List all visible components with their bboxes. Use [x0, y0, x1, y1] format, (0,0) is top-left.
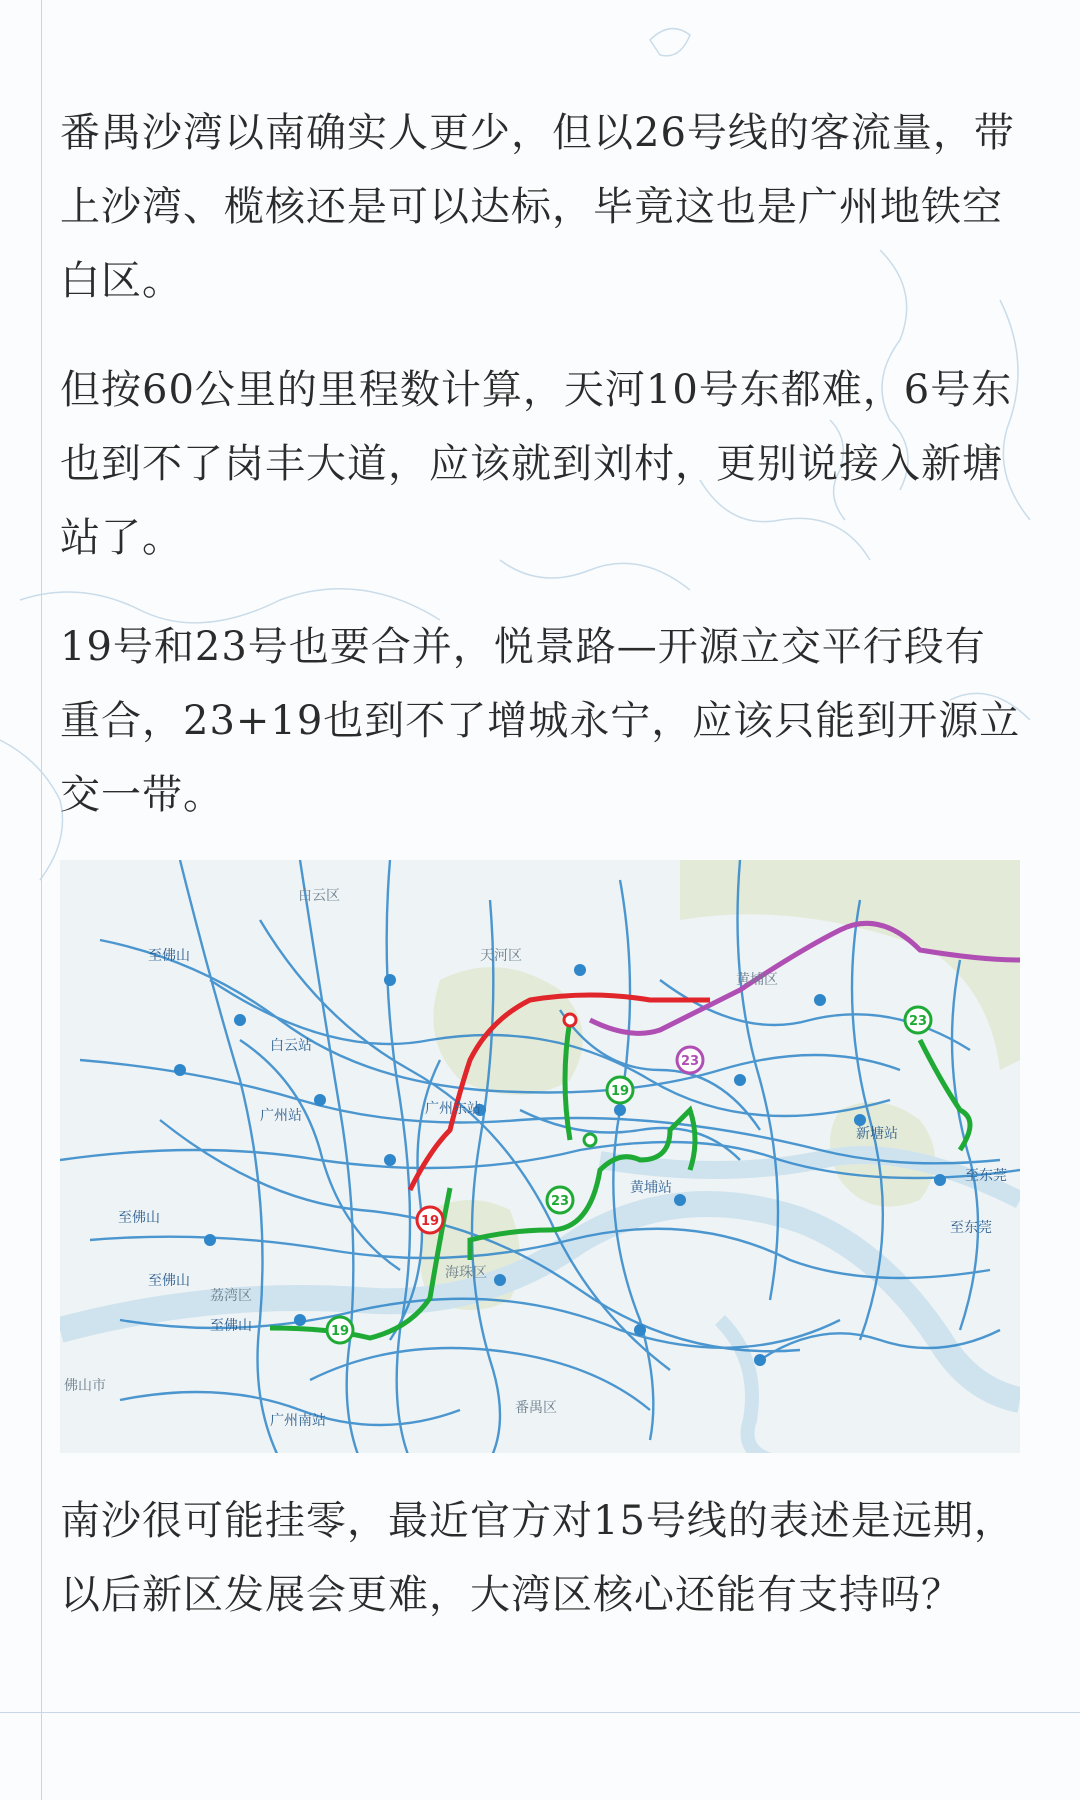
bottom-divider — [0, 1712, 1080, 1713]
line-badge-19-c — [327, 1317, 353, 1343]
station-label-guangzhou-south: 广州南站 — [270, 1413, 326, 1429]
article-paragraph-1: 番禺沙湾以南确实人更少，但以26号线的客流量，带上沙湾、榄核还是可以达标，毕竟这也是广州地铁空白区。 — [60, 110, 1015, 304]
line-badge-19-a-text: 19 — [420, 1214, 440, 1229]
district-label-liwan: 荔湾区 — [210, 1288, 252, 1304]
station-label-huangpu: 黄埔站 — [630, 1180, 672, 1196]
direction-label-dongguan-1: 至东莞 — [965, 1168, 1007, 1184]
district-label-tianhe: 天河区 — [480, 948, 522, 964]
district-label-panyu: 番禺区 — [515, 1400, 557, 1416]
station-label-baiyun: 白云站 — [270, 1038, 312, 1054]
metro-map-svg — [60, 860, 1020, 1453]
line-badge-23-c-text: 23 — [908, 1014, 928, 1029]
line-badge-19-c-text: 19 — [330, 1324, 350, 1339]
article-paragraph-4: 南沙很可能挂零，最近官方对15号线的表述是远期，以后新区发展会更难，大湾区核心还能有支持吗？ — [60, 1498, 1015, 1618]
district-label-huangpu: 黄埔区 — [736, 972, 778, 988]
direction-label-dongguan-2: 至东莞 — [950, 1220, 992, 1236]
line-badge-19-a — [417, 1207, 443, 1233]
station-label-xintang: 新塘站 — [856, 1126, 898, 1142]
direction-label-foshan-3: 至佛山 — [148, 1273, 190, 1289]
line-badge-19-b-text: 19 — [610, 1084, 630, 1099]
line-badge-19-b — [607, 1077, 633, 1103]
district-label-haizhu: 海珠区 — [445, 1265, 487, 1281]
article-paragraph-3: 19号和23号也要合并，悦景路—开源立交平行段有重合，23+19也到不了增城永宁，应该只能到开源立交一带。 — [60, 624, 1021, 818]
line-badge-23-a-text: 23 — [550, 1194, 570, 1209]
station-label-guangzhou-east: 广州东站 — [425, 1101, 481, 1117]
line-badge-23-b — [677, 1047, 703, 1073]
article-paragraph-2: 但按60公里的里程数计算，天河10号东都难，6号东也到不了岗丰大道，应该就到刘村，更别说接入新塘站了。 — [60, 367, 1013, 561]
metro-map-image[interactable] — [60, 860, 1020, 1453]
direction-label-foshan-4: 至佛山 — [210, 1318, 252, 1334]
direction-label-foshan-2: 至佛山 — [118, 1210, 160, 1226]
line-badge-23-a — [547, 1187, 573, 1213]
direction-label-foshan-1: 至佛山 — [148, 948, 190, 964]
station-label-guangzhou: 广州站 — [260, 1108, 302, 1124]
district-label-foshan: 佛山市 — [64, 1378, 106, 1394]
line-badge-23-c — [905, 1007, 931, 1033]
district-label-baiyun: 白云区 — [298, 888, 340, 904]
notebook-margin-line — [41, 0, 42, 1800]
line-badge-23-b-text: 23 — [680, 1054, 700, 1069]
